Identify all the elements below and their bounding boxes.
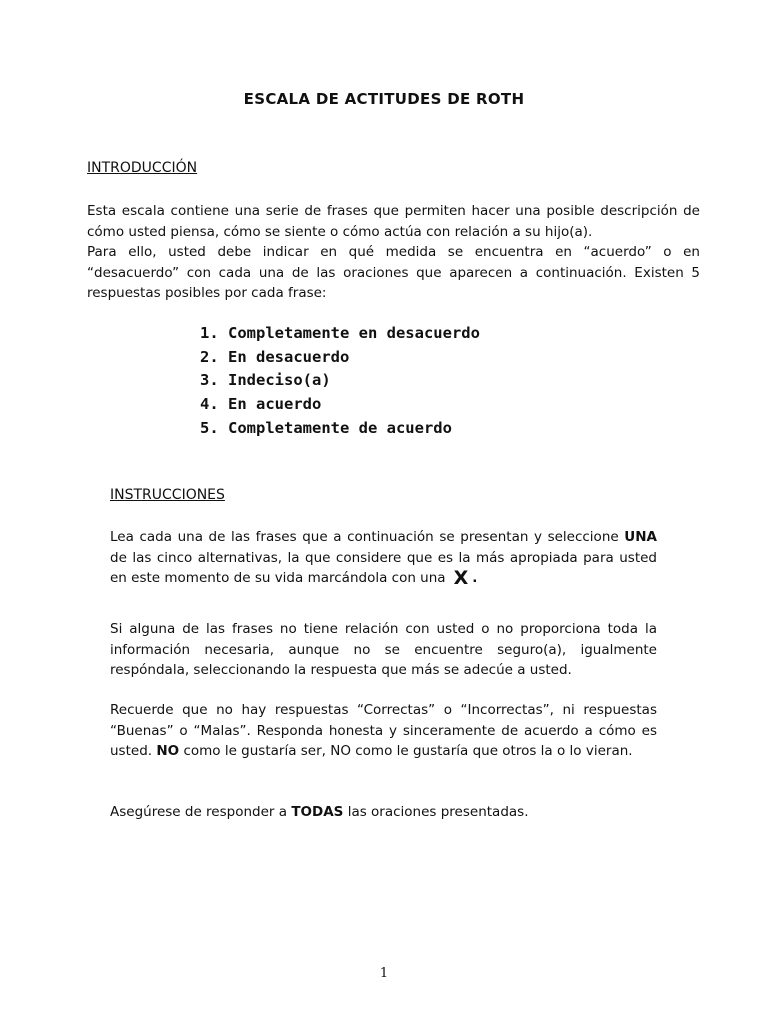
instructions-paragraph-3: Recuerde que no hay respuestas “Correctas” o “Incorrectas”, ni respuestas “Buenas” o “Malas”. Responda honesta y sinceramente de acuerdo a cómo es usted. NO como le gustaría ser, NO como le gustaría que otros la o lo vieran. xyxy=(110,702,657,759)
response-option: 1. Completamente en desacuerdo xyxy=(200,324,480,342)
introduction-heading: INTRODUCCIÓN xyxy=(87,160,198,176)
response-option: 4. En acuerdo xyxy=(200,395,322,414)
emphasis-todas: TODAS xyxy=(291,804,344,820)
emphasis-no: NO xyxy=(156,743,180,759)
page-number: 1 xyxy=(379,966,389,981)
instructions-heading: INSTRUCCIONES xyxy=(110,487,225,503)
document-title: ESCALA DE ACTITUDES DE ROTH xyxy=(243,90,525,108)
response-options-list xyxy=(200,322,480,441)
response-option: 5. Completamente de acuerdo xyxy=(200,418,452,437)
instructions-paragraph-1: Lea cada una de las frases que a continuación se presentan y seleccione UNA de las cinco alternativas, la que considere que es la más apropiada para usted en este momento de su vida marcándola con una X . xyxy=(110,529,657,589)
emphasis-una: UNA xyxy=(624,529,657,545)
response-option-label: Completamente de acuerdo xyxy=(228,418,452,437)
response-option: 2. En desacuerdo xyxy=(200,347,350,366)
response-option: 3. Indeciso(a) xyxy=(200,371,331,390)
instructions-paragraph-4: Asegúrese de responder a TODAS las oraciones presentadas. xyxy=(110,804,529,820)
response-option-label: En acuerdo xyxy=(228,395,322,414)
response-option-label: Completamente en desacuerdo xyxy=(228,324,480,342)
response-option-label: Indeciso(a) xyxy=(228,371,331,390)
introduction-paragraph-2: Para ello, usted debe indicar en qué medida se encuentra en “acuerdo” o en “desacuerdo” con cada una de las oraciones que aparecen a continuación. Existen 5 respuestas posibles por cada frase: xyxy=(87,244,700,301)
introduction-text xyxy=(87,201,700,304)
mark-x-symbol: X xyxy=(453,567,469,589)
instructions-paragraph-2: Si alguna de las frases no tiene relación con usted o no proporciona toda la información necesaria, aunque no se encuentre seguro(a), igualmente respóndala, seleccionando la respuesta que más se adecúe a usted. xyxy=(110,621,657,678)
introduction-paragraph-1: Esta escala contiene una serie de frases que permiten hacer una posible descripción de cómo usted piensa, cómo se siente o cómo actúa con relación a su hijo(a). xyxy=(87,203,700,240)
response-option-label: En desacuerdo xyxy=(228,347,350,366)
